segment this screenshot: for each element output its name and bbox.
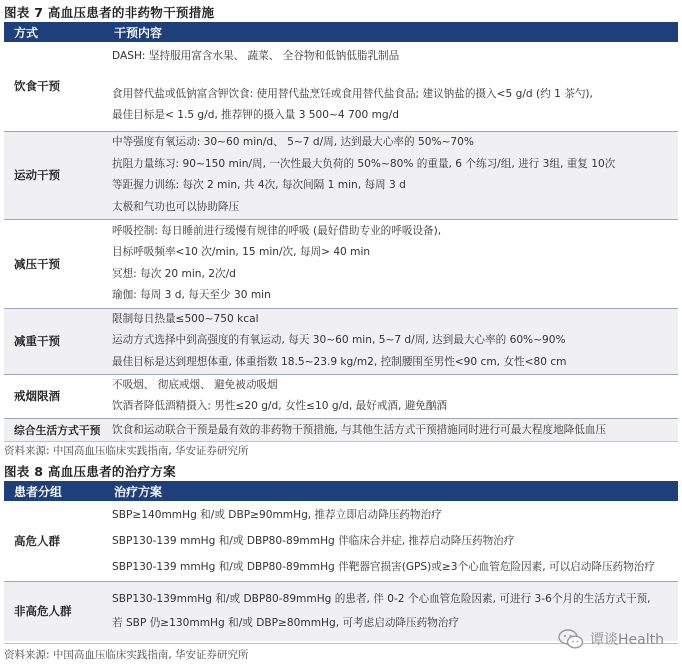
table-row xyxy=(4,308,678,374)
figure8-title: 图表 8 高血压患者的治疗方案 xyxy=(4,464,176,479)
content-line: SBP130-139 mmHg 和/或 DBP80-89mmHg 伴临床合并症, 推荐启动降压药物治疗 xyxy=(112,534,515,547)
row-category: 高危人群 xyxy=(14,533,60,548)
content-line: 太极和气功也可以协助降压 xyxy=(112,200,240,213)
row-category: 减重干预 xyxy=(4,308,104,374)
content-line: 最佳目标是达到理想体重, 体重指数 18.5~23.9 kg/m2, 控制腰围至男性<90 cm, 女性<80 cm xyxy=(112,355,567,368)
content-line xyxy=(112,68,678,84)
row-category: 饮食干预 xyxy=(14,79,60,94)
content-line: 饮食和运动联合干预是最有效的非药物干预措施, 与其他生活方式干预措施同时进行可最大程度地降低血压 xyxy=(112,423,607,436)
content-line: 中等强度有氧运动: 30~60 min/d、 5~7 d/周, 达到最大心率的 50%~70% xyxy=(112,136,474,148)
row-content xyxy=(104,131,678,219)
table-row xyxy=(4,418,678,442)
figure8-source: 资料来源: 中国高血压临床实践指南, 华安证券研究所 xyxy=(4,649,249,661)
content-line: 目标呼吸频率<10 次/min, 15 min/次, 每周> 40 min xyxy=(112,246,371,258)
content-line: 最佳目标是< 1.5 g/d, 推荐钾的摄入量 3 500~4 700 mg/d xyxy=(112,109,399,121)
row-content xyxy=(104,418,678,442)
content-line: 若 SBP 仍≥130mmHg 和/或 DBP≥80mmHg, 可考虑启动降压药物治疗 xyxy=(112,617,459,630)
content-line: 运动方式选择中到高强度的有氧运动, 每天 30~60 min, 5~7 d/周, 达到最大心率的 60%~90% xyxy=(112,334,566,347)
row-category: 综合生活方式干预 xyxy=(4,418,104,442)
divider xyxy=(4,441,678,442)
table-row xyxy=(4,374,678,418)
table-row xyxy=(4,131,678,219)
content-line: SBP130-139 mmHg 和/或 DBP80-89mmHg 伴靶器官损害(GPS)或≥3个心血管危险因素, 可以启动降压药物治疗 xyxy=(112,560,655,573)
figure8-header-group: 患者分组 xyxy=(4,481,104,501)
table-row xyxy=(4,219,678,308)
figure8-table xyxy=(4,481,678,641)
table-row xyxy=(4,42,678,131)
row-category: 非高危人群 xyxy=(4,581,104,641)
figure7-table xyxy=(4,22,678,442)
content-line: 饮酒者降低酒精摄入: 男性≤20 g/d, 女性≤10 g/d, 最好戒酒, 避免酗酒 xyxy=(112,400,448,412)
content-line: SBP≥140mmHg 和/或 DBP≥90mmHg, 推荐立即启动降压药物治疗 xyxy=(112,508,442,521)
figure7-header-method: 方式 xyxy=(4,22,104,42)
figure7-title: 图表 7 高血压患者的非药物干预措施 xyxy=(4,5,215,20)
row-content xyxy=(104,374,678,418)
figure7-source: 资料来源: 中国高血压临床实践指南, 华安证券研究所 xyxy=(4,445,249,457)
content-line: SBP130-139mmHg 和/或 DBP80-89mmHg 的患者, 伴 0-2 个心血管危险因素, 可进行 3-6个月的生活方式干预, xyxy=(112,593,651,606)
content-line: 呼吸控制: 每日睡前进行缓慢有规律的呼吸 (最好借助专业的呼吸设备), xyxy=(112,224,442,237)
row-content xyxy=(104,501,678,581)
figure7-header-content: 干预内容 xyxy=(104,22,678,42)
row-category: 戒烟限酒 xyxy=(4,374,104,418)
content-line: 冥想: 每次 20 min, 2次/d xyxy=(112,267,236,280)
content-line: 限制每日热量≤500~750 kcal xyxy=(112,312,259,325)
row-content xyxy=(104,219,678,308)
table-row xyxy=(4,501,678,581)
row-category: 减压干预 xyxy=(4,219,104,308)
content-line: 不吸烟、 彻底戒烟、 避免被动吸烟 xyxy=(112,378,278,391)
row-content xyxy=(104,42,678,131)
watermark xyxy=(558,629,664,649)
content-line: DASH: 坚持服用富含水果、 蔬菜、 全谷物和低钠低脂乳制品 xyxy=(112,50,400,62)
watermark-text: 谭谈Health xyxy=(590,632,664,648)
wechat-icon xyxy=(558,629,584,649)
content-line: 食用替代盐或低钠富含钾饮食: 使用替代盐烹饪或食用替代盐食品; 建议钠盐的摄入<5 g/d (约 1 茶勺), xyxy=(112,87,593,100)
content-line: 瑜伽: 每周 3 d, 每天至少 30 min xyxy=(112,289,271,301)
row-content xyxy=(104,308,678,374)
row-category: 运动干预 xyxy=(4,131,104,219)
figure8-header-plan: 治疗方案 xyxy=(104,481,678,501)
content-line: 等距握力训练: 每次 2 min, 共 4次, 每次间隔 1 min, 每周 3 d xyxy=(112,179,406,191)
content-line: 抗阻力量练习: 90~150 min/周, 一次性最大负荷的 50%~80% 的重量, 6 个练习/组, 进行 3组, 重复 10次 xyxy=(112,157,616,170)
